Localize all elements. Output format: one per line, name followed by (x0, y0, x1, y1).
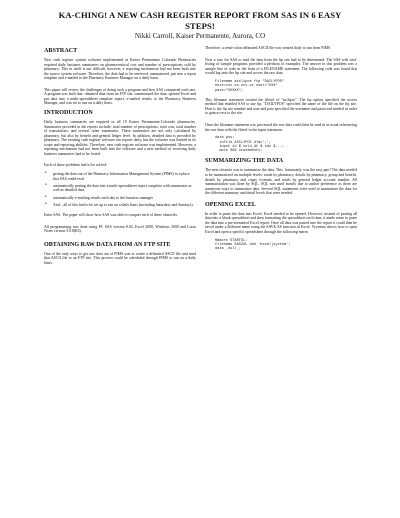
right-paragraph-1: Therefore, a semi-colon delimited ASCII file was created daily to run from PIMS (205, 46, 331, 50)
list-item: • And…all of this had to be set up to run on a daily basis (including Saturdays and Sundays). (51, 203, 196, 208)
right-paragraph-2: Now a way for SAS to read the data from the ftp site had to be determined. The SAS web sites' listing of sample programs provided a plethora of examples. The answer to this problem was a sample line of code in the form of a FILENAME statement. The following code was found that would log onto the ftp site and access the raw data. (205, 57, 357, 76)
paper-title (20, 10, 380, 32)
paper-title-line-1: KA-CHING! A NEW CASH REGISTER REPORT FROM SAS IN 6 EASY (58, 10, 342, 20)
right-column (205, 46, 357, 257)
summarizing-paragraph-1: The next obstacle was to summarize the data. This, fortunately, was the easy part! The data needed to be summarized on multiple levels: totals by pharmacy, details by pharmacy, group and benefit, details by pharmacy and copay formula, and totals by general ledger account number. All summarization was done by SQL. SQL was used mostly due to author preference as there are numerous ways to summarize data. Several SQL statements were used to summarize the data for the different summary and detail levels that were needed. (205, 168, 357, 196)
code-block-macro (215, 239, 357, 252)
code-line: filename SAS2XL dde 'excel|system'; (215, 242, 291, 247)
summarizing-heading: SUMMARIZING THE DATA (205, 158, 284, 165)
right-paragraph-3: This filename statement created the fileref of "asclipce". The ftp option specified the access method that enabled SAS to use ftp. "DAILYPOS" specified the name of the file on the ftp site. Host is the ftp site number and user and pass specified the username and password needed in order to gain access to the site. (205, 97, 357, 116)
list-item: • getting the data out of the Pharmacy Information Management System (PIMS) to a place that SAS could read (51, 172, 196, 181)
list-item: • automatically putting the data into a multi-spreadsheet report complete with summaries as well as detailed data (51, 184, 196, 193)
introduction-heading: INTRODUCTION (44, 110, 93, 117)
code-line: host=xxx.xx.xxx.xx user="XXX" (215, 84, 278, 89)
introduction-paragraph-4: All programming was done using PC SAS version 8.02, Excel 2000, Windows 2000 and Lotus Notes version 5.0.8(R5). (44, 224, 196, 234)
left-column (44, 46, 196, 270)
abstract-heading: ABSTRACT (44, 48, 78, 54)
opening-excel-heading: OPENING EXCEL (205, 201, 256, 208)
problem-bullet-list (51, 172, 196, 207)
opening-excel-paragraph-1: In order to paste the data into Excel, Excel needed to be opened. However, instead of pasting all data into a blank spreadsheet and then formatting the spreadsheet each time, it made sense to paste the data into a pre-formatted Excel report. Once all data was pasted into the report it could then be saved under a different name using the SAVE.AS function in Excel. Vyvemus shows how to open Excel and open a specific spreadsheet through the following macro. (205, 211, 357, 234)
abstract-paragraph-1: New cash register system software implemented at Kaiser Permanente Colorado Pharmacies required daily business summaries on pharmaceutical cost and number of prescriptions sold by pharmacy. This in itself is not difficult, however, a reporting mechanism had not been built into the source system software. Therefore, the data had to be retrieved, summarized, put into a report template and e-mailed to the Pharmacy Business Manager on a daily basis. (44, 58, 196, 81)
code-line: Filename asclipce ftp "DAILYPOS" (215, 79, 285, 84)
introduction-paragraph-1: Daily business summaries are required in all 19 Kaiser Permanente-Colorado pharmacies. Summaries provided in the reports include: total number of prescriptions, total cost, total number of transactions, and several other summaries. These summaries are not only calculated by pharmacy, but also by benefit and general ledger level. In addition, detailed data is provided by pharmacy. The existing cash register software ran reports daily, but the software was limited in its scope and reporting abilities. Therefore, new cash register software was implemented. However, a reporting mechanism had not been built into the software and a new method of receiving daily business summaries had to be found. (44, 120, 196, 156)
right-paragraph-4: Once the filename statement was processed the raw data could then be read in as usual referencing the raw data with the fileref in the input statement. (205, 123, 357, 132)
paper-title-line-2: STEPS! (185, 21, 215, 31)
code-line: more SAS statements; (215, 149, 263, 154)
code-line: %macro STARTXL; (215, 238, 248, 243)
code-line: data _null_; (215, 247, 241, 252)
list-item: • automatically e-mailing results each day to the business manager (51, 196, 196, 201)
code-block-filename (215, 80, 357, 93)
code-line: infile ASCLIPCE dlm=';'; (215, 140, 272, 145)
introduction-paragraph-2: Each of these problems had to be solved: (44, 163, 108, 168)
code-block-data-step (215, 136, 357, 153)
paper-authors: Nikki Carroll, Kaiser Permanente, Aurora, CO (134, 32, 266, 40)
code-line: pass="XXXXX"; (215, 88, 244, 93)
code-line: input id $ sold_dt $ sdc $...; (215, 144, 285, 149)
abstract-paragraph-2: This paper will review the challenges of doing such a program and how SAS conquered each one. A program was built that: obtained data from an FTP site, summarized the data, opened Excel and put data into a multi-spreadsheet template report, e-mailed results to the Pharmacy Business Manager, and was set to run on a daily basis. (44, 87, 196, 106)
code-line: data pos; (215, 136, 235, 141)
ftp-paragraph-1: One of the only ways to get raw data out of PIMS was to create a delimited ASCII file and send that ASCII file to an FTP site. This process could be scheduled through PIMS to run on a daily basis. (44, 251, 196, 266)
ftp-heading: OBTAINING RAW DATA FROM AN FTP SITE (44, 241, 171, 248)
introduction-paragraph-3: Enter SAS. The paper will show how SAS was able to conquer each of these obstacles. (44, 213, 178, 218)
